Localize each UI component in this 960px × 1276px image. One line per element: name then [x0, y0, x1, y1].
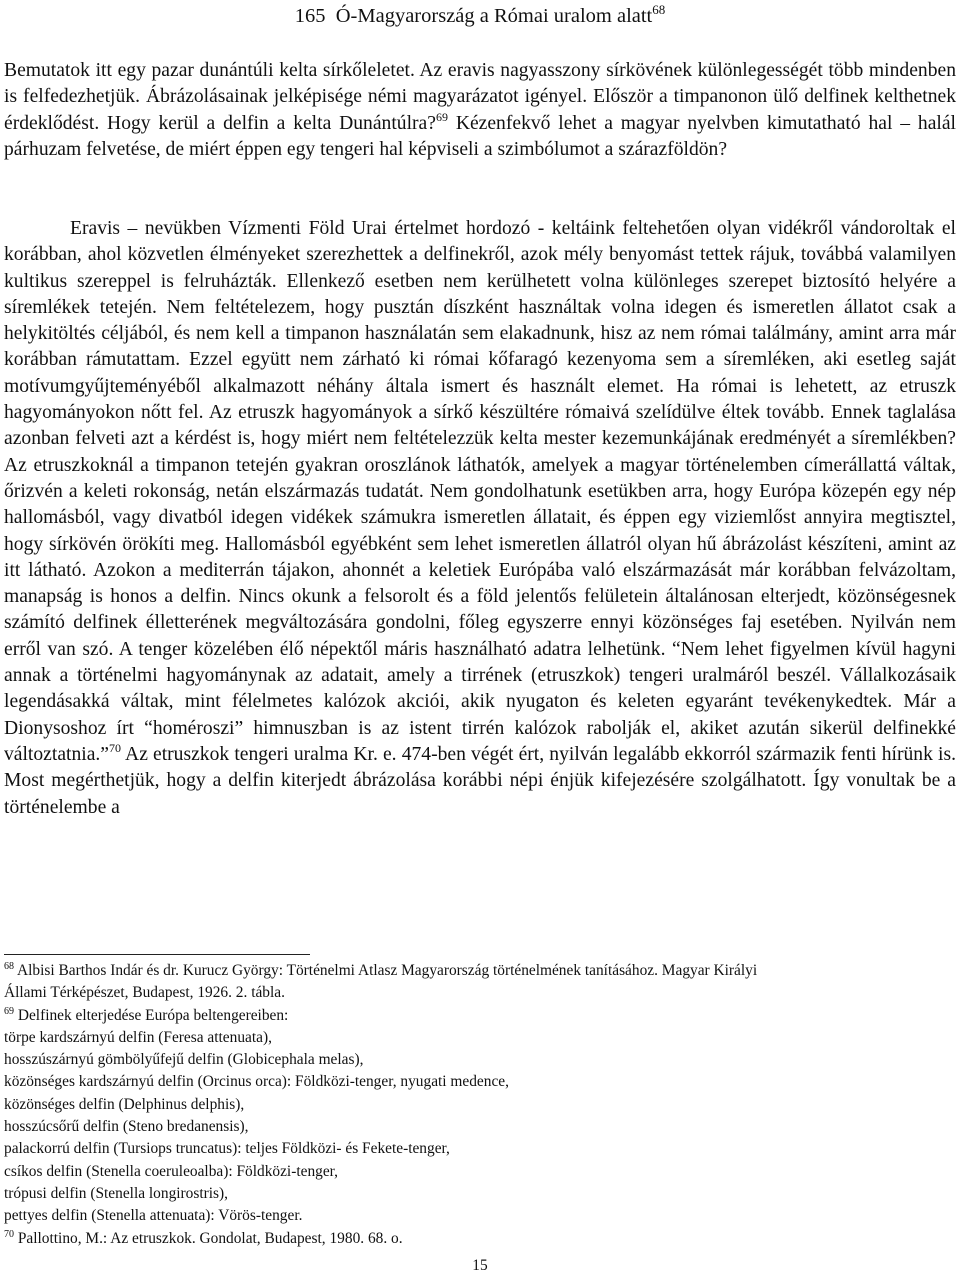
header-footnote-ref: 68 — [652, 2, 666, 17]
header-page-number: 165 — [294, 5, 326, 27]
footnote-69-text: Delfinek elterjedése Európa beltengereiben: — [14, 1006, 289, 1024]
footnote-70 — [4, 1228, 956, 1250]
paragraph-eravis-text-a: Eravis – nevükben Vízmenti Föld Urai értelmet hordozó - keltáink feltehetően olyan vidékről vándoroltak el korábban, ahol közvetlen élményeket szerezhettek a delfinekről, azok mély benyomást tettek rájuk, továbbá valamilyen kultikus szereppel is felruházták. Ellenkező esetben nem kerülhetett volna különleges szerepet biztosító helyére a síremlékek tetején. Nem feltételezem, hogy pusztán díszként használtak volna idegen és ismeretlen állatot csak a helykitöltés céljából, és nem kell a timpanon használatán sem elakadnunk, hisz az nem római találmány, amint arra már korábban rámutattam. Ezzel együtt nem zárható ki római kőfaragó kezenyoma sem a síremléken, aki esetleg saját motívumgyűjteményéből alkalmazott néhány általa ismert és használt elemet. Ha római is lehetett, az etruszk hagyományokon nőtt fel. Az etruszk hagyományok a sírkő készültére rómaivá szelídülve éltek tovább. Ennek taglalása azonban felveti azt a kérdést is, hogy miért nem feltételezzük kelta mester kezemunkájának eredményét a síremlékben? Az etruszkoknál a timpanon tetején gyakran oroszlánok láthatók, amelyek a magyar történelemben címerállattá váltak, őrizvén a keleti rokonság, netán elszármazás tudatát. Nem gondolhatunk esetükben arra, hogy Európa közepén egy nép hallomásból, vagy divatból idegen vidékek számukra ismeretlen állatait, és éppen egy viziemlőst annyira megtisztel, hogy sírkövén örökíti meg. Hallomásból egyébként sem lehet ismeretlen állatról olyan hű ábrázolást készíteni, amint az itt látható. Azokon a mediterrán tájakon, ahonnét a keletiek Európába való elszármazását már korábban felvázoltam, manapság is honos a delfin. Nincs okunk a felsorolt és a föld jelentős felületein általánosan elterjedt, közönségesnek számító delfinek élletterének megváltozására gondolni, főleg egyszerre ennyi közönséges faj esetében. Nyilván nem erről van szó. A tenger közelében élő népektől máris használható adatra lelhetünk. “Nem lehet figyelmen kívül hagyni annak a történelmi hagyománynak az adatait, amely a tirrének (etruszkok) tengeri uralmáról beszél. Vállalkozásaik legendásakká váltak, mint félelmetes kalózok akciói, akik nyugaton és keleten egyaránt tevékenykedtek. Már a Dionysoshoz írt “homéroszi” himnuszban is az istent tirrén kalózok rabolják el, akiket azután sikerül delfinekké változtatnia.” — [4, 218, 956, 765]
paragraph-intro-text-a: Bemutatok itt egy pazar dunántúli kelta sírkőleletet. Az eravis nagyasszony sírkövének különlegességét több mindenben is felfedezhetjük. Ábrázolásainak jelképisége némi magyarázatot igényel. Először a timpanonon ülő delfinek kelthetnek érdeklődést. Hogy kerül a delfin a kelta Dunántúlra? — [4, 60, 956, 134]
running-header — [0, 2, 960, 30]
paragraph-eravis-text-b: Az etruszkok tengeri uralma Kr. e. 474-ben végét ért, nyilván legalább ekkorról származik fenti hírünk is. Most megérthetjük, hogy a delfin kiterjedt ábrázolása korábbi népi énjük kifejezésére szolgálhatott. Így vonultak be a történelembe a — [4, 743, 956, 818]
footnote-68-line-2: Állami Térképészet, Budapest, 1926. 2. tábla. — [4, 984, 285, 1002]
footnote-69-item: törpe kardszárnyú delfin (Feresa attenuata), — [4, 1028, 272, 1046]
footnote-70-text: Pallottino, M.: Az etruszkok. Gondolat, Budapest, 1980. 68. o. — [14, 1229, 403, 1247]
paragraph-eravis — [4, 216, 956, 821]
header-title: Ó-Magyarország a Római uralom alatt — [335, 5, 653, 27]
footnote-68-line-1 — [4, 960, 956, 982]
footnote-69-item: trópusi delfin (Stenella longirostris), — [4, 1184, 228, 1202]
footnote-69-item: palackorrú delfin (Tursiops truncatus): teljes Földközi- és Fekete-tenger, — [4, 1140, 450, 1158]
footnote-ref-70[interactable]: 70 — [109, 740, 121, 755]
footnotes — [4, 960, 956, 1250]
footnote-69-item: közönséges kardszárnyú delfin (Orcinus orca): Földközi-tenger, nyugati medence, — [4, 1073, 509, 1091]
footnote-69-intro — [4, 1005, 956, 1027]
footnote-69-item: hosszúcsőrű delfin (Steno bredanensis), — [4, 1118, 249, 1136]
footnote-69-item: közönséges delfin (Delphinus delphis), — [4, 1095, 245, 1113]
paragraph-intro — [4, 58, 956, 163]
page-number: 15 — [472, 1257, 488, 1274]
footnote-69-item: csíkos delfin (Stenella coeruleoalba): Földközi-tenger, — [4, 1162, 339, 1180]
footnote-number-70: 70 — [4, 1228, 14, 1240]
footnote-ref-69[interactable]: 69 — [435, 109, 448, 124]
paragraph-intro-text-b: Kézenfekvő lehet a magyar nyelvben kimutatható hal – halál párhuzam felvetése, de miért éppen egy tengeri hal képviseli a szimbólumot a szárazföldön? — [4, 112, 956, 160]
footnote-number-69: 69 — [4, 1005, 14, 1017]
footnote-number-68: 68 — [4, 961, 14, 972]
footnote-69-item: hosszúszárnyú gömbölyűfejű delfin (Globicephala melas), — [4, 1051, 364, 1069]
footnote-68-text: Albisi Barthos Indár és dr. Kurucz György: Történelmi Atlasz Magyarország történelmének tanításához. Magyar Királyi — [14, 962, 758, 979]
footnote-separator — [4, 954, 310, 955]
footnote-69-item: pettyes delfin (Stenella attenuata): Vörös-tenger. — [4, 1207, 303, 1225]
